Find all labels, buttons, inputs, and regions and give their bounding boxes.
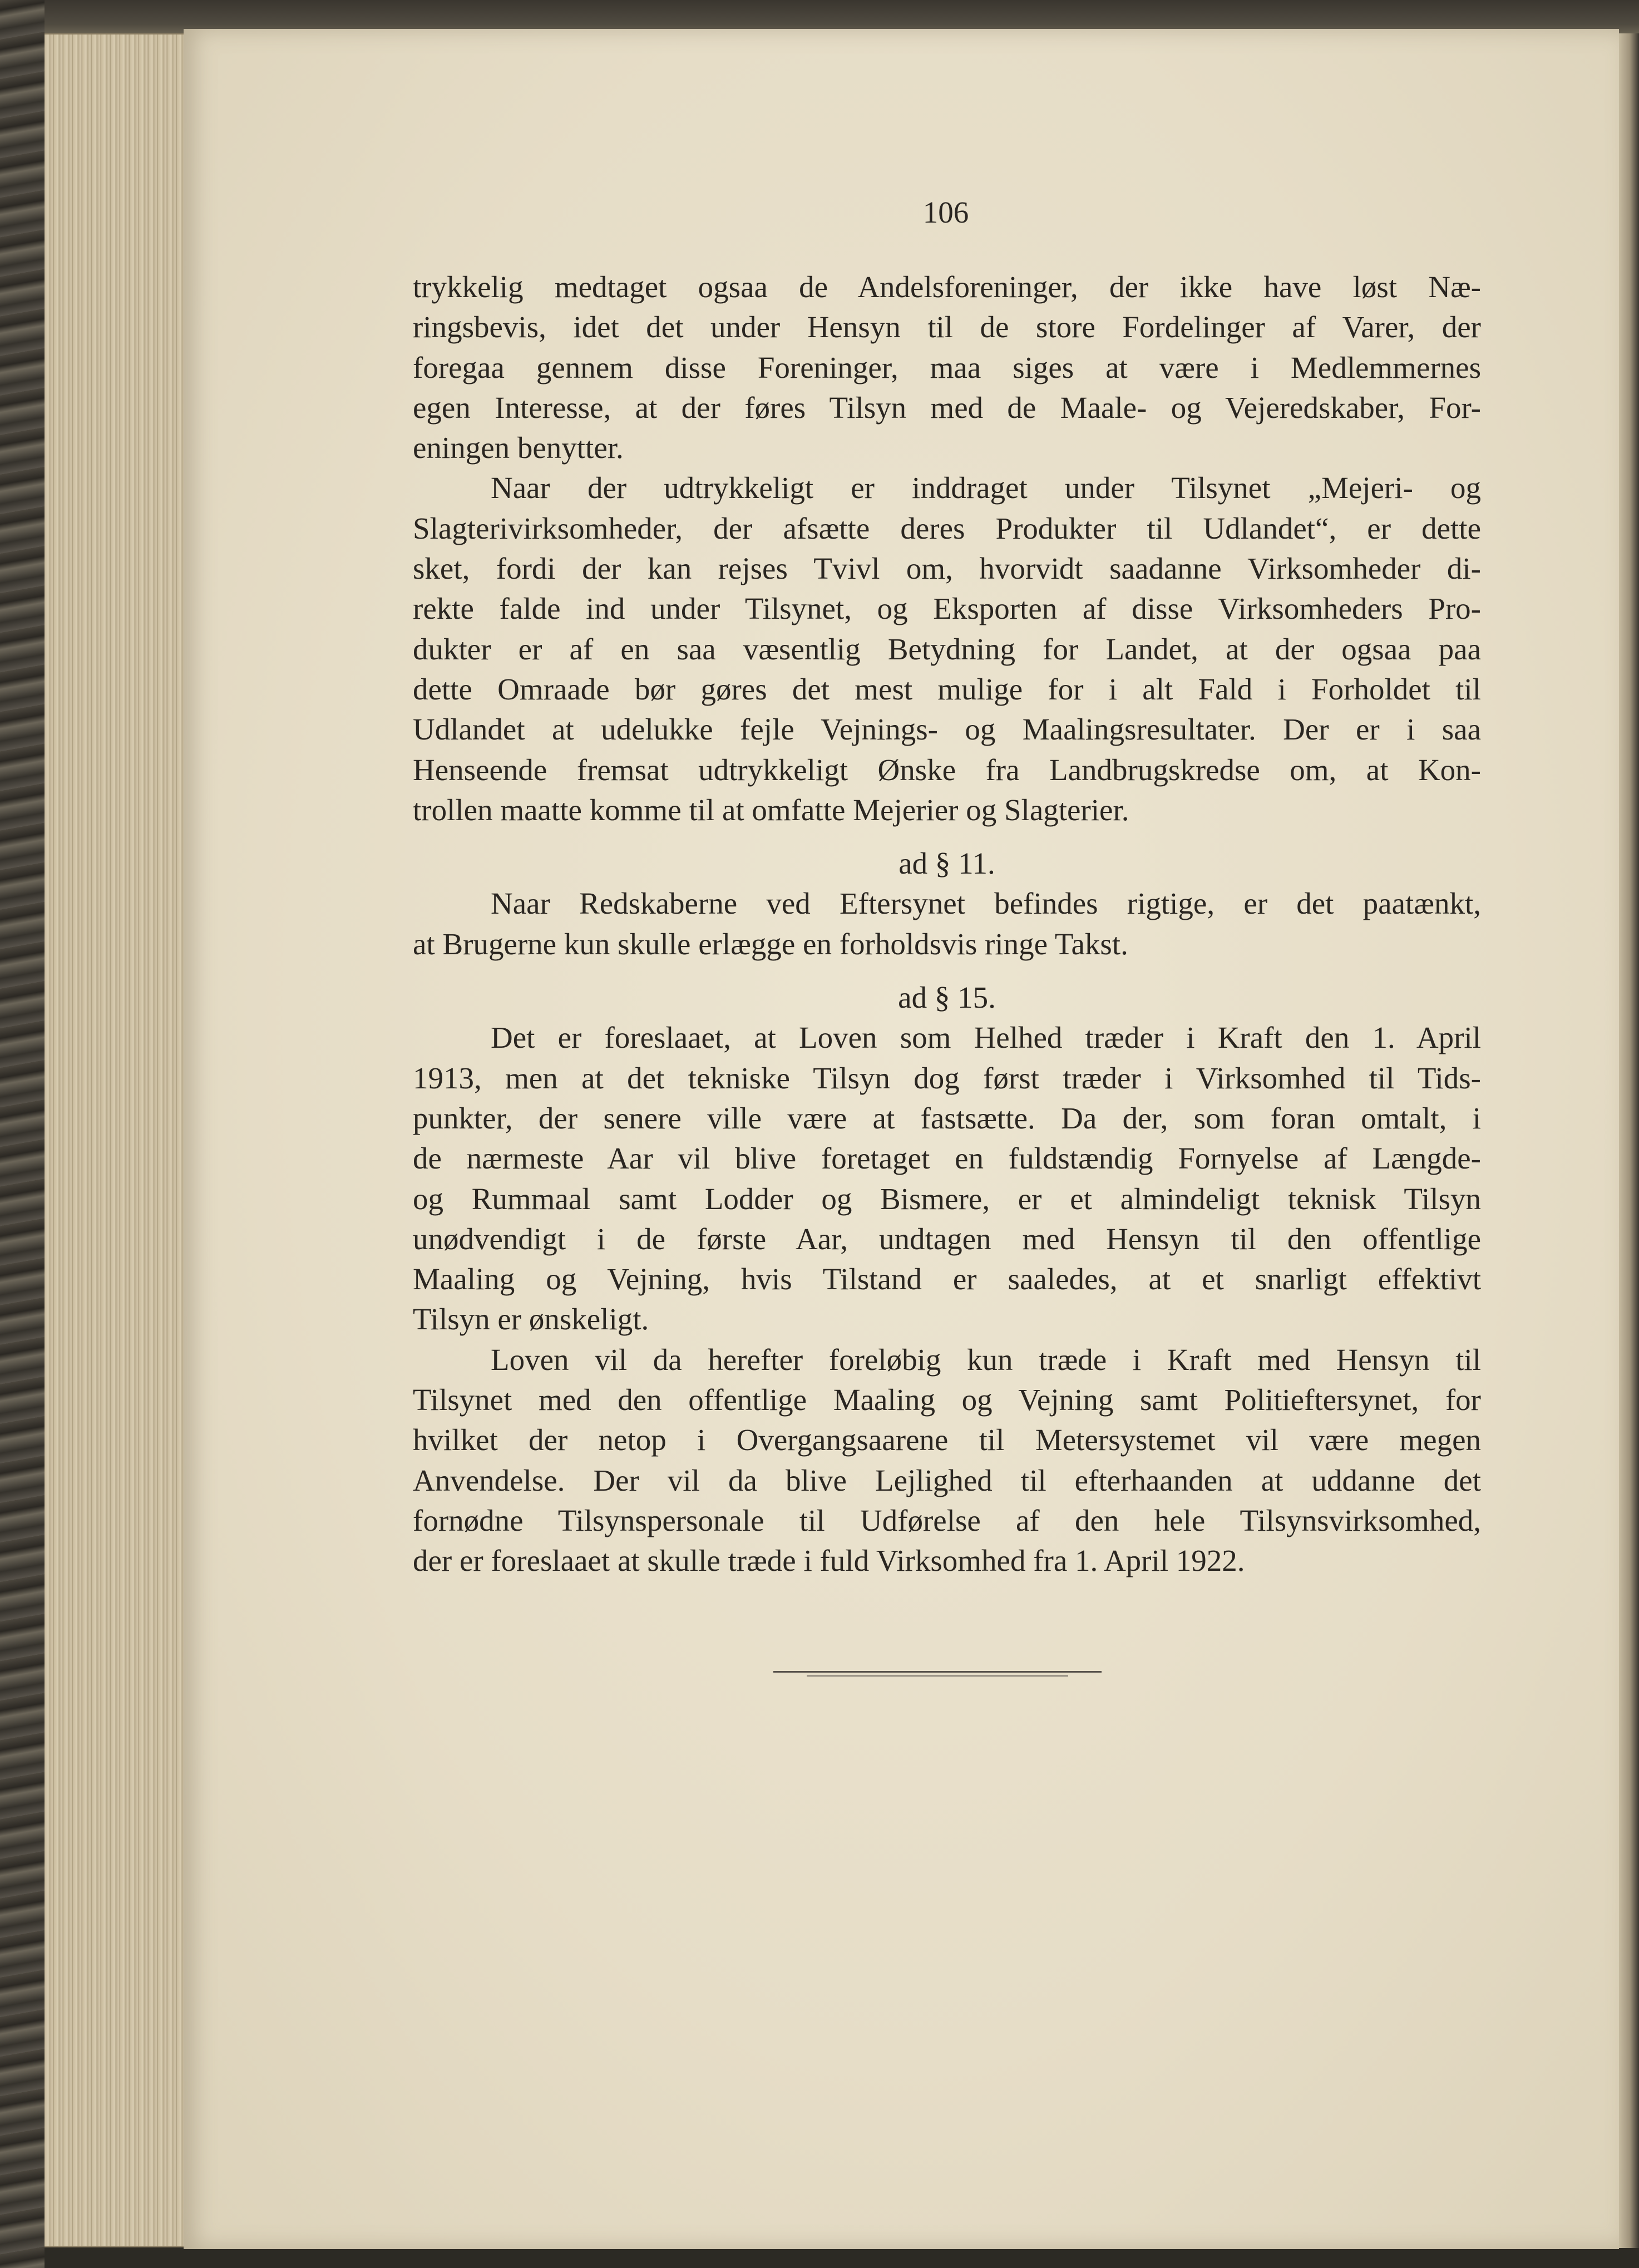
text-line: 1913, men at det tekniske Tilsyn dog først træder i Virksomhed til Tids- xyxy=(413,1061,1481,1095)
text-line: Anvendelse. Der vil da blive Lejlighed til efterhaanden at uddanne det xyxy=(413,1463,1481,1497)
text-line: fornødne Tilsynspersonale til Udførelse af den hele Tilsynsvirksomhed, xyxy=(413,1503,1481,1537)
text-line: egen Interesse, at der føres Tilsyn med de Maale- og Vejeredskaber, For- xyxy=(413,390,1481,425)
text-line: der er foreslaaet at skulle træde i fuld Virksomhed fra 1. April 1922. xyxy=(413,1544,1245,1578)
text-line: Naar Redskaberne ved Eftersynet befindes rigtige, er det paatænkt, xyxy=(491,886,1481,921)
text-line: at Brugerne kun skulle erlægge en forholdsvis ringe Takst. xyxy=(413,926,1128,961)
paragraph-3 xyxy=(413,884,1481,964)
text-line: Udlandet at udelukke fejle Vejnings- og Maalingsresultater. Der er i saa xyxy=(413,712,1481,747)
text-line: Henseende fremsat udtrykkeligt Ønske fra Landbrugskredse om, at Kon- xyxy=(413,752,1481,787)
text-line: Loven vil da herefter foreløbig kun træde i Kraft med Hensyn til xyxy=(491,1342,1481,1377)
paragraph-4 xyxy=(413,1018,1481,1339)
text-line: eningen benytter. xyxy=(413,431,624,465)
text-line: sket, fordi der kan rejses Tvivl om, hvorvidt saadanne Virksomheder di- xyxy=(413,551,1481,586)
text-line: Tilsynet med den offentlige Maaling og Vejning samt Politieftersynet, for xyxy=(413,1383,1481,1417)
text-line: de nærmeste Aar vil blive foretaget en fuldstændig Fornyelse af Længde- xyxy=(413,1141,1481,1176)
page-number: 106 xyxy=(922,195,969,229)
text-line: foregaa gennem disse Foreninger, maa siges at være i Medlemmernes xyxy=(413,350,1481,384)
page-text xyxy=(413,267,1481,1581)
end-rule xyxy=(773,1671,1102,1673)
text-line: Det er foreslaaet, at Loven som Helhed træder i Kraft den 1. April xyxy=(491,1020,1481,1055)
text-line: unødvendigt i de første Aar, undtagen med Hensyn til den offentlige xyxy=(413,1221,1481,1256)
section-heading-15: ad § 15. xyxy=(898,980,996,1015)
end-rule-secondary xyxy=(807,1675,1068,1677)
text-line: Tilsyn er ønskeligt. xyxy=(413,1302,649,1337)
text-line: Maaling og Vejning, hvis Tilstand er saaledes, at et snarligt effektivt xyxy=(413,1262,1481,1296)
text-line: ringsbevis, idet det under Hensyn til de store Fordelinger af Varer, der xyxy=(413,310,1481,344)
text-line: Naar der udtrykkeligt er inddraget under Tilsynet „Mejeri- og xyxy=(491,471,1481,505)
text-line: trykkelig medtaget ogsaa de Andelsforeninger, der ikke have løst Næ- xyxy=(413,270,1481,304)
text-line: rekte falde ind under Tilsynet, og Eksporten af disse Virksomheders Pro- xyxy=(413,591,1481,626)
section-heading-11: ad § 11. xyxy=(899,846,995,881)
book-cover-edge xyxy=(0,0,45,2268)
paragraph-1 xyxy=(413,267,1481,468)
paragraph-2 xyxy=(413,468,1481,830)
paragraph-5 xyxy=(413,1340,1481,1581)
text-line: trollen maatte komme til at omfatte Mejerier og Slagterier. xyxy=(413,792,1129,827)
page-right-edge xyxy=(1616,33,1639,2248)
text-line: dukter er af en saa væsentlig Betydning for Landet, at der ogsaa paa xyxy=(413,632,1481,666)
text-line: dette Omraade bør gøres det mest mulige for i alt Fald i Forholdet til xyxy=(413,672,1481,706)
text-line: og Rummaal samt Lodder og Bismere, er et almindeligt teknisk Tilsyn xyxy=(413,1181,1481,1216)
text-line: punkter, der senere ville være at fastsætte. Da der, som foran omtalt, i xyxy=(413,1101,1481,1135)
text-line: hvilket der netop i Overgangsaarene til Metersystemet vil være megen xyxy=(413,1423,1481,1457)
text-line: Slagterivirksomheder, der afsætte deres Produkter til Udlandet“, er dette xyxy=(413,511,1481,545)
stacked-page-edges xyxy=(45,33,189,2247)
